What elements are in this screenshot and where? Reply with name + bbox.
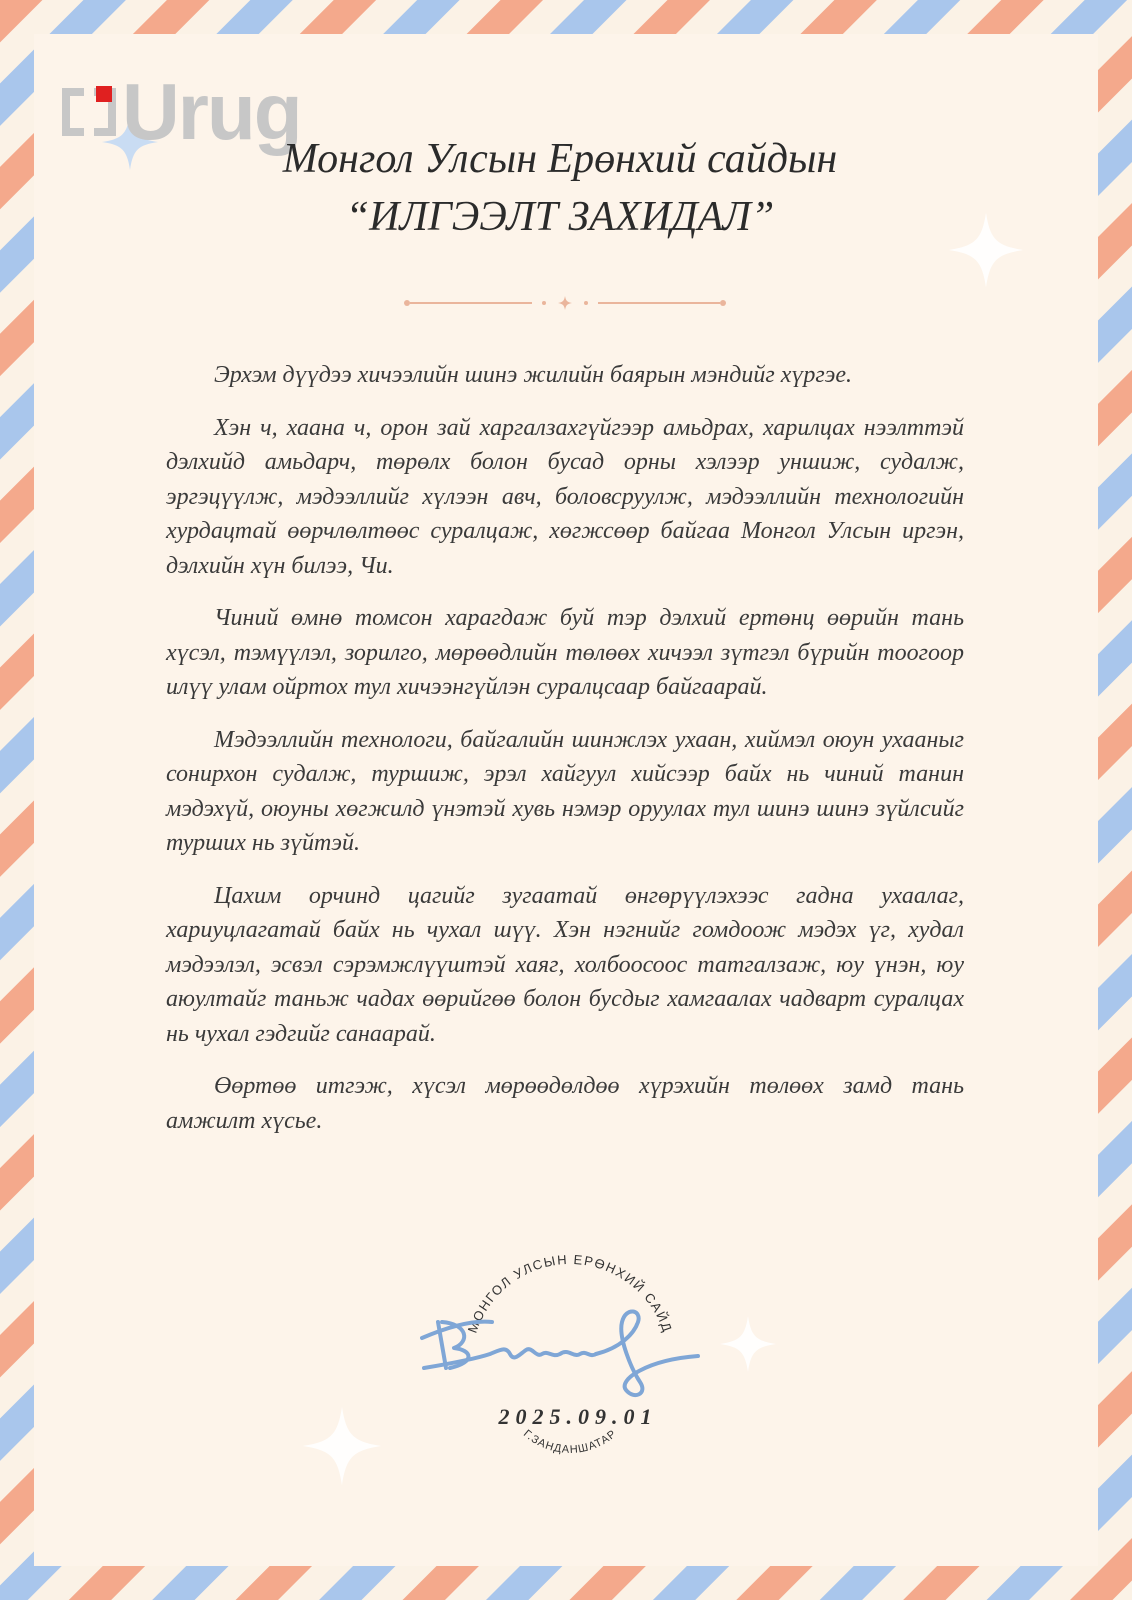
sparkle-icon [946,210,1026,290]
seal-arc-text [465,1252,676,1335]
paragraph: Мэдээллийн технологи, байгалийн шинжлэх ухаан, хиймэл оюун ухааныг сонирхон судалж, туршиж, эрэл хайгуул хийсээр байх нь чиний танин мэдэхүй, оюуны хөгжилд үнэтэй хувь нэмэр оруулах тул шинэ шинэ зүйлсийг турших нь зүйтэй. [166,726,964,856]
seal-arc-label: МОНГОЛ УЛСЫН ЕРӨНХИЙ САЙД [464,1251,676,1335]
signatory-name: Г.ЗАНДАНШАТАР [520,1427,620,1456]
sparkle-icon [718,1314,778,1374]
letter-title [230,130,890,246]
title-line-1: Монгол Улсын Ерөнхий сайдын [282,136,838,182]
paragraph: Өөртөө итгэж, хүсэл мөрөөдөлдөө хүрэхийн төлөөх замд тань амжилт хүсье. [166,1073,964,1134]
paragraph: Хэн ч, хаана ч, орон зай харгалзахгүйгээр амьдрах, харилцах нээлттэй дэлхийд амьдарч, төрөлх болон бусад орны хэлээр уншиж, судалж, эргэцүүлж, мэдээллийг хүлээн авч, боловсруулж, мэдээллийн технологийн хурдацтай өөрчлөлтөөс суралцаж, хөгжсөөр байгаа Монгол Улсын иргэн, дэлхийн хүн билээ, Чи. [166,414,964,579]
logo-text: Urug [122,67,301,156]
paragraph: Эрхэм дүүдээ хичээлийн шинэ жилийн баярын мэндийг хүргэе. [214,362,852,388]
ornament-divider [404,296,726,310]
signature-date: 2025.09.01 [498,1404,658,1429]
logo-mark-icon [58,82,122,142]
signature-icon [422,1311,698,1395]
sparkle-icon [300,1404,384,1488]
paragraph: Чиний өмнө томсон харагдаж буй тэр дэлхий ертөнц өөрийн тань хүсэл, тэмүүлэл, зорилго, мөрөөдлийн төлөөх хичээл зүтгэл бүрийн тоогоор илүү улам ойртох тул хичээнгүйлэн суралцсаар байгаарай. [166,605,964,700]
letter-body [166,358,964,1156]
seal-name-text [521,1428,619,1456]
title-line-2: “ИЛГЭЭЛТ ЗАХИДАЛ” [345,194,775,240]
paragraph: Цахим орчинд цагийг зугаатай өнгөрүүлэхээс гадна ухаалаг, хариуцлагатай байх нь чухал шүү. Хэн нэгнийг гомдоож мэдэх үг, худал мэдээлэл, эсвэл сэрэмжлүүштэй хаяг, холбоосоос татгалзаж, юу үнэн, юу аюултайг таньж чадах өөрийгөө болон бусдыг хамгаалах чадварт суралцах нь чухал гэдгийг санаарай. [166,882,964,1047]
signature-seal [420,1250,720,1480]
